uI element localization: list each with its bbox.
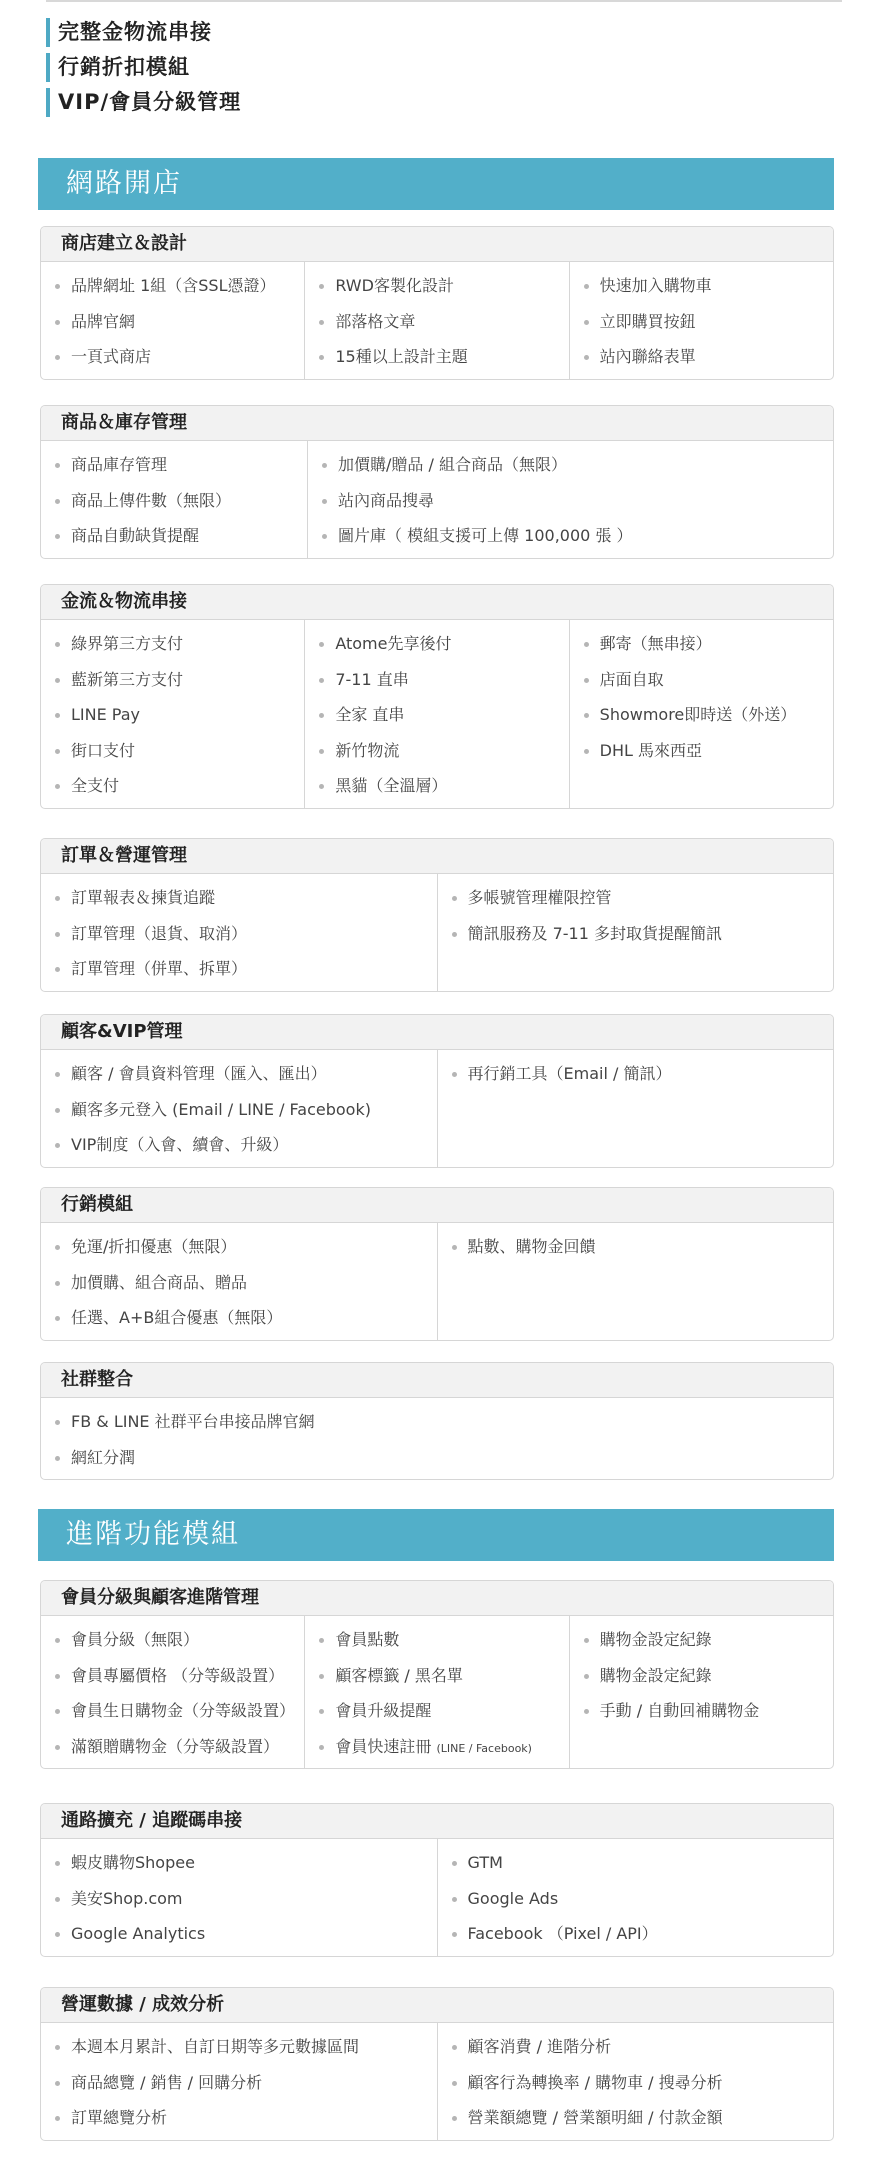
card-title: 行銷模組 — [41, 1188, 833, 1223]
list-item: FB & LINE 社群平台串接品牌官網 — [41, 1404, 833, 1440]
list-item: 顧客 / 會員資料管理（匯入、匯出） — [41, 1056, 437, 1092]
list-item: 會員分級（無限） — [41, 1622, 304, 1658]
list-item: 免運/折扣優惠（無限） — [41, 1229, 437, 1265]
list-item: 會員點數 — [305, 1622, 568, 1658]
list-item: 多帳號管理權限控管 — [438, 880, 834, 916]
list-item: 圖片庫（ 模組支援可上傳 100,000 張 ） — [308, 518, 833, 554]
list-item: 一頁式商店 — [41, 339, 304, 375]
list-item: 綠界第三方支付 — [41, 626, 304, 662]
list-item: 藍新第三方支付 — [41, 662, 304, 698]
list-item-label: 會員快速註冊 — [335, 1736, 432, 1756]
card-order-operations — [40, 838, 834, 992]
list-item: 品牌官網 — [41, 304, 304, 340]
list-item: Facebook （Pixel / API） — [438, 1916, 834, 1952]
card-title: 營運數據 / 成效分析 — [41, 1988, 833, 2023]
list-item: 營業額總覽 / 營業額明細 / 付款金額 — [438, 2100, 834, 2136]
list-item: 新竹物流 — [305, 733, 568, 769]
list-item: 街口支付 — [41, 733, 304, 769]
list-item: 郵寄（無串接） — [570, 626, 833, 662]
section-banner-advanced-modules: 進階功能模組 — [38, 1509, 834, 1561]
list-item: 會員生日購物金（分等級設置） — [41, 1693, 304, 1729]
list-item: 部落格文章 — [305, 304, 568, 340]
feature-highlights — [46, 18, 241, 123]
card-title: 訂單＆營運管理 — [41, 839, 833, 874]
list-item: 點數、購物金回饋 — [438, 1229, 834, 1265]
list-item: 全家 直串 — [305, 697, 568, 733]
card-analytics — [40, 1987, 834, 2141]
card-customer-vip — [40, 1014, 834, 1168]
card-channels-tracking — [40, 1803, 834, 1957]
list-item: 7-11 直串 — [305, 662, 568, 698]
card-title: 會員分級與顧客進階管理 — [41, 1581, 833, 1616]
list-item: 15種以上設計主題 — [305, 339, 568, 375]
highlight-item: VIP/會員分級管理 — [46, 88, 241, 117]
list-item: 購物金設定紀錄 — [570, 1658, 833, 1694]
list-item: 品牌網址 1組（含SSL憑證） — [41, 268, 304, 304]
list-item: 會員專屬價格 （分等級設置） — [41, 1658, 304, 1694]
list-item: 網紅分潤 — [41, 1440, 833, 1476]
list-item: 任選、A+B組合優惠（無限） — [41, 1300, 437, 1336]
list-item: 顧客消費 / 進階分析 — [438, 2029, 834, 2065]
list-item: RWD客製化設計 — [305, 268, 568, 304]
list-item: Showmore即時送（外送） — [570, 697, 833, 733]
section-banner-online-store: 網路開店 — [38, 158, 834, 210]
list-item: 站內商品搜尋 — [308, 483, 833, 519]
list-item: Google Analytics — [41, 1916, 437, 1952]
list-item: 加價購/贈品 / 組合商品（無限） — [308, 447, 833, 483]
list-item: 全支付 — [41, 768, 304, 804]
list-item: Google Ads — [438, 1881, 834, 1917]
list-item: 訂單報表＆揀貨追蹤 — [41, 880, 437, 916]
highlight-item: 行銷折扣模組 — [46, 53, 241, 82]
list-item: 黑貓（全溫層） — [305, 768, 568, 804]
list-item: 商品自動缺貨提醒 — [41, 518, 307, 554]
list-item: 本週本月累計、自訂日期等多元數據區間 — [41, 2029, 437, 2065]
list-item: 滿額贈購物金（分等級設置） — [41, 1729, 304, 1765]
list-item-note: (LINE / Facebook) — [436, 1741, 532, 1755]
card-title: 商店建立＆設計 — [41, 227, 833, 262]
card-title: 金流＆物流串接 — [41, 585, 833, 620]
list-item: GTM — [438, 1845, 834, 1881]
list-item: DHL 馬來西亞 — [570, 733, 833, 769]
list-item: 簡訊服務及 7-11 多封取貨提醒簡訊 — [438, 916, 834, 952]
list-item: 再行銷工具（Email / 簡訊） — [438, 1056, 834, 1092]
list-item — [305, 1729, 568, 1765]
list-item: 購物金設定紀錄 — [570, 1622, 833, 1658]
card-member-tiers — [40, 1580, 834, 1769]
list-item: 快速加入購物車 — [570, 268, 833, 304]
list-item: 會員升級提醒 — [305, 1693, 568, 1729]
highlight-item: 完整金物流串接 — [46, 18, 241, 47]
list-item: 美安Shop.com — [41, 1881, 437, 1917]
list-item: 站內聯絡表單 — [570, 339, 833, 375]
list-item: 蝦皮購物Shopee — [41, 1845, 437, 1881]
list-item: 立即購買按鈕 — [570, 304, 833, 340]
list-item: 商品庫存管理 — [41, 447, 307, 483]
card-title: 社群整合 — [41, 1363, 833, 1398]
list-item: 訂單管理（退貨、取消） — [41, 916, 437, 952]
list-item: 顧客標籤 / 黑名單 — [305, 1658, 568, 1694]
list-item: 店面自取 — [570, 662, 833, 698]
list-item: 加價購、組合商品、贈品 — [41, 1265, 437, 1301]
list-item: 訂單管理（併單、拆單） — [41, 951, 437, 987]
card-social — [40, 1362, 834, 1480]
card-marketing — [40, 1187, 834, 1341]
list-item: LINE Pay — [41, 697, 304, 733]
card-title: 通路擴充 / 追蹤碼串接 — [41, 1804, 833, 1839]
list-item: VIP制度（入會、續會、升級） — [41, 1127, 437, 1163]
list-item: 顧客行為轉換率 / 購物車 / 搜尋分析 — [438, 2065, 834, 2101]
list-item: 顧客多元登入 (Email / LINE / Facebook) — [41, 1092, 437, 1128]
list-item: Atome先享後付 — [305, 626, 568, 662]
list-item: 手動 / 自動回補購物金 — [570, 1693, 833, 1729]
list-item: 商品總覽 / 銷售 / 回購分析 — [41, 2065, 437, 2101]
card-title: 商品＆庫存管理 — [41, 406, 833, 441]
list-item: 商品上傳件數（無限） — [41, 483, 307, 519]
top-divider — [46, 0, 842, 2]
card-payment-logistics — [40, 584, 834, 809]
list-item: 訂單總覽分析 — [41, 2100, 437, 2136]
card-store-setup — [40, 226, 834, 380]
card-title: 顧客&VIP管理 — [41, 1015, 833, 1050]
card-product-inventory — [40, 405, 834, 559]
